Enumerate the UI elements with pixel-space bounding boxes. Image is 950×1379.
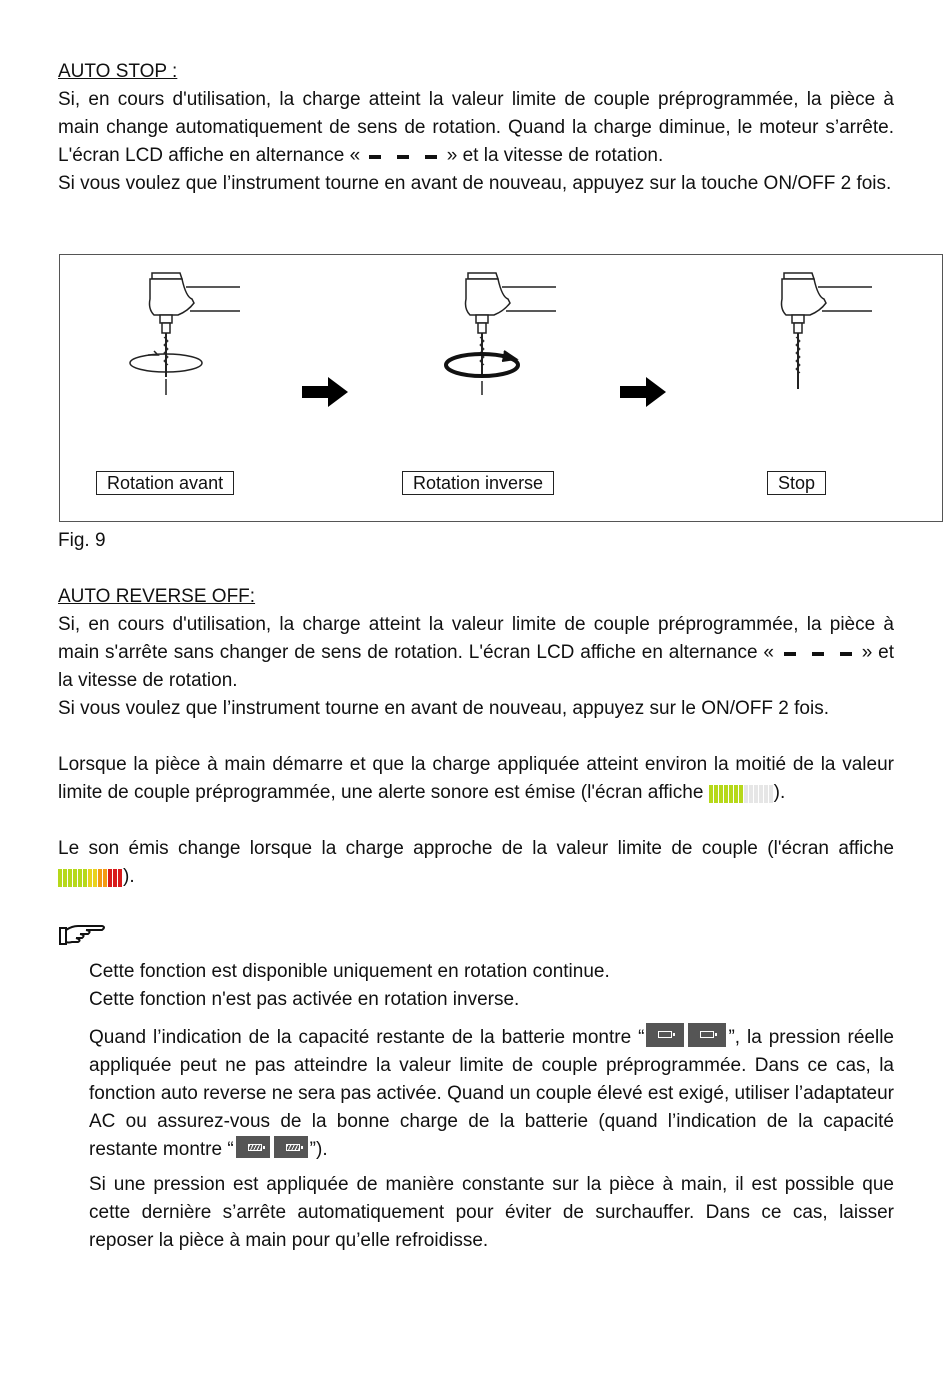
- load-bar-segment: [724, 785, 728, 803]
- load-bar-segment: [744, 785, 748, 803]
- auto-reverse-off-text-b: » et la vitesse de rotation.: [58, 642, 894, 691]
- note-3-text-b: ”, la pression réelle appliquée peut ne pas atteindre la valeur limite de couple préprogrammée. Dans ce cas, la fonction auto reverse ne sera pas activée. Quand un couple élevé est exigé, utiliser l’adaptateur AC ou assurez-vous de la bonne charge de la batterie (quand l’indication de la capacité restante montre “: [89, 1027, 894, 1160]
- load-bar-segment: [93, 869, 97, 887]
- note-1: Cette fonction est disponible uniquement en rotation continue.: [89, 961, 610, 982]
- alert-paragraph-2: [58, 835, 894, 891]
- note-3-text-a: Quand l’indication de la capacité restante de la batterie montre “: [89, 1027, 645, 1048]
- battery-low-icon: [688, 1023, 726, 1047]
- figure-label: Fig. 9: [58, 530, 106, 551]
- load-bar-segment: [113, 869, 117, 887]
- figure-9: [59, 254, 943, 522]
- pointing-hand-icon: [58, 922, 108, 948]
- load-bar-segment: [98, 869, 102, 887]
- load-bar-full-icon: [58, 868, 123, 886]
- handpiece-forward-illustration: [128, 269, 248, 399]
- alert-text-b: ).: [773, 782, 786, 803]
- auto-stop-text-b: » et la vitesse de rotation.: [446, 145, 664, 166]
- note-3: [89, 1024, 894, 1164]
- load-bar-segment: [88, 869, 92, 887]
- note-2: Cette fonction n'est pas activée en rotation inverse.: [89, 989, 520, 1010]
- load-bar-segment: [759, 785, 763, 803]
- lcd-dashes-icon: [365, 149, 441, 163]
- handpiece-reverse-illustration: [444, 269, 564, 399]
- load-bar-segment: [734, 785, 738, 803]
- load-bar-segment: [729, 785, 733, 803]
- auto-stop-heading: AUTO STOP :: [58, 61, 178, 82]
- right-arrow-icon: [300, 375, 350, 409]
- load-bar-segment: [739, 785, 743, 803]
- load-bar-segment: [63, 869, 67, 887]
- load-bar-segment: [769, 785, 773, 803]
- load-bar-segment: [714, 785, 718, 803]
- auto-reverse-off-paragraph-1: [58, 611, 894, 695]
- load-bar-segment: [68, 869, 72, 887]
- auto-reverse-off-paragraph-2: Si vous voulez que l’instrument tourne en avant de nouveau, appuyez sur le ON/OFF 2 fois.: [58, 698, 829, 719]
- load-bar-segment: [764, 785, 768, 803]
- alert-text-c: Le son émis change lorsque la charge approche de la valeur limite de couple (l'écran affiche: [58, 838, 894, 859]
- alert-paragraph-1: [58, 751, 894, 807]
- note-3-text-c: ”).: [309, 1139, 328, 1160]
- auto-stop-paragraph-1: [58, 86, 894, 170]
- auto-stop-paragraph-2: Si vous voulez que l’instrument tourne en avant de nouveau, appuyez sur la touche ON/OFF 2 fois.: [58, 173, 892, 194]
- load-bar-segment: [719, 785, 723, 803]
- load-bar-segment: [118, 869, 122, 887]
- auto-reverse-off-text-a: Si, en cours d'utilisation, la charge atteint la valeur limite de couple préprogrammée, la pièce à main s'arrête sans changer de sens de rotation. L'écran LCD affiche en alternance «: [58, 614, 894, 663]
- load-bar-segment: [73, 869, 77, 887]
- caption-stop: Stop: [767, 471, 826, 495]
- load-bar-half-icon: [709, 784, 774, 802]
- load-bar-segment: [103, 869, 107, 887]
- caption-rotation-inverse: Rotation inverse: [402, 471, 554, 495]
- load-bar-segment: [78, 869, 82, 887]
- alert-text-a: Lorsque la pièce à main démarre et que la charge appliquée atteint environ la moitié de la valeur limite de couple préprogrammée, une alerte sonore est émise (l'écran affiche: [58, 754, 894, 803]
- load-bar-segment: [108, 869, 112, 887]
- auto-stop-text-a: Si, en cours d'utilisation, la charge atteint la valeur limite de couple préprogrammée, la pièce à main change automatiquement de sens de rotation. Quand la charge diminue, le moteur s’arrête. L'écran LCD affiche en alternance «: [58, 89, 894, 166]
- right-arrow-icon: [618, 375, 668, 409]
- load-bar-segment: [749, 785, 753, 803]
- load-bar-segment: [83, 869, 87, 887]
- load-bar-segment: [754, 785, 758, 803]
- lcd-dashes-icon: [780, 646, 856, 660]
- load-bar-segment: [58, 869, 62, 887]
- load-bar-segment: [709, 785, 713, 803]
- caption-rotation-avant: Rotation avant: [96, 471, 234, 495]
- handpiece-stop-illustration: [760, 269, 880, 399]
- battery-medium-icon: [236, 1136, 270, 1158]
- battery-full-icon: [274, 1136, 308, 1158]
- auto-reverse-off-heading: AUTO REVERSE OFF:: [58, 586, 256, 607]
- battery-empty-icon: [646, 1023, 684, 1047]
- alert-text-d: ).: [123, 866, 135, 887]
- note-4: Si une pression est appliquée de manière constante sur la pièce à main, il est possible que cette dernière s’arrête automatiquement pour éviter de surchauffer. Dans ce cas, laisser reposer la pièce à main pour qu’elle refroidisse.: [89, 1174, 894, 1251]
